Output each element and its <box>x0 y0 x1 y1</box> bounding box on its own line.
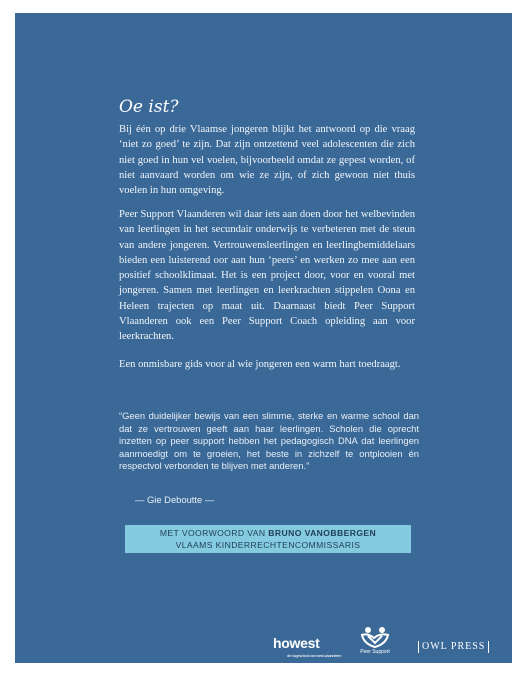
publisher-logos <box>15 628 512 668</box>
back-cover <box>15 13 512 663</box>
paragraph-closing: Een onmisbare gids voor al wie jongeren een warm hart toedraagt. <box>119 359 401 370</box>
cover-heading: Oe ist? <box>119 97 179 117</box>
peer-support-logo <box>352 626 398 655</box>
howest-logo-text: howest <box>273 635 320 651</box>
banner-role: VLAAMS KINDERRECHTENCOMMISSARIS <box>175 540 361 550</box>
foreword-banner <box>125 525 411 553</box>
paragraph-project: Peer Support Vlaanderen wil daar iets aan doen door het welbevinden van leerlingen in het secundair onderwijs te verbeteren met de steun van andere jongeren. Vertrouwensleerlingen en leerlingbemiddelaars bieden een luisterend oor aan hun ‘peers’ en werken zo mee aan een positief schoolklimaat. Het is een project door, voor en vooral met jongeren. Samen met leerlingen en leerkrachten stippelen Oona en Heleen trajecten op maat uit. Daarnaast biedt Peer Support Vlaanderen ook een Peer Support Coach opleiding aan voor leerkrachten. <box>119 209 415 343</box>
howest-logo <box>273 635 342 658</box>
peer-support-label: Peer Support <box>360 649 390 655</box>
banner-line-1 <box>125 527 411 539</box>
peer-support-icon <box>360 626 390 648</box>
banner-prefix: MET VOORWOORD VAN <box>159 528 269 538</box>
banner-author: BRUNO VANOBBERGEN <box>268 528 377 538</box>
quote-attribution: — Gie Deboutte — <box>135 494 215 505</box>
howest-logo-tagline: de hogeschool van west-vlaanderen <box>287 653 342 658</box>
endorsement-quote: “Geen duidelijker bewijs van een slimme, sterke en warme school dan dat ze vertrouwen geeft aan haar leerlingen. Scholen die oprecht inzetten op peer support hebben het pedagogisch DNA dat leerlingen aanmoedigt om te groeien, het beste in zichzelf te ontplooien én respectvol verbonden te blijven met anderen.” <box>119 410 419 472</box>
owl-press-logo: OWL PRESS <box>418 641 489 653</box>
paragraph-intro: Bij één op drie Vlaamse jongeren blijkt het antwoord op die vraag ‘niet zo goed’ te zijn. Dat zijn ontzettend veel adolescenten die zich niet goed in hun vel voelen, bijvoorbeeld omdat ze gepest worden, of niet aanvaard worden om wie ze zijn, of zich gewoon niet thuis voelen in hun omgeving. <box>119 124 415 197</box>
